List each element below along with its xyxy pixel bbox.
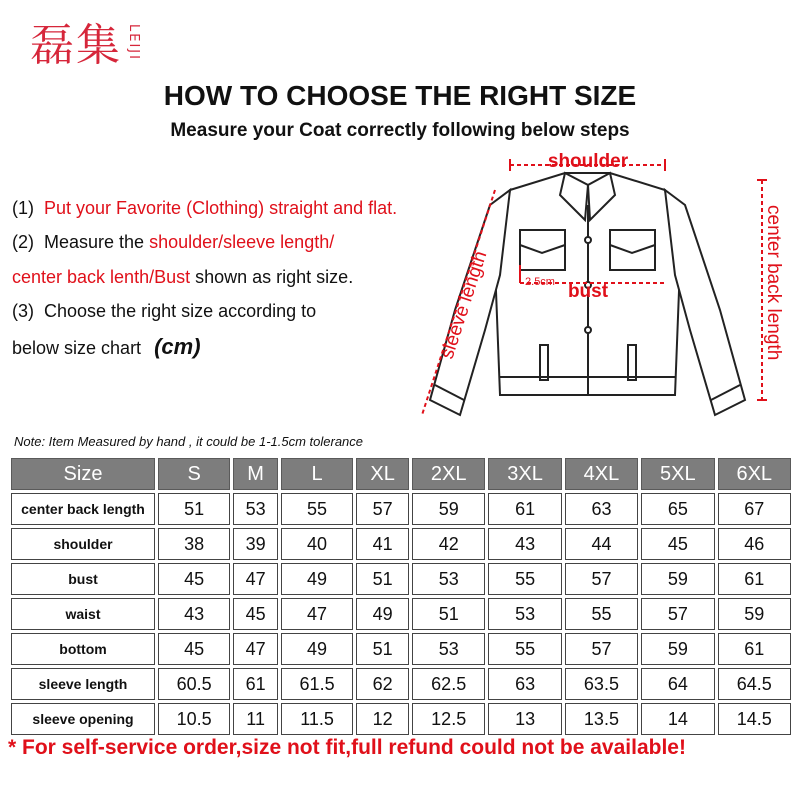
table-cell: 45 (233, 598, 278, 630)
tolerance-note: Note: Item Measured by hand , it could be 1-1.5cm tolerance (14, 434, 364, 449)
shoulder-label: shoulder (547, 151, 629, 172)
size-chart-table (8, 455, 794, 738)
table-cell: 44 (565, 528, 638, 560)
table-cell: 14.5 (718, 703, 791, 735)
size-header-cell: Size (11, 458, 155, 490)
center-back-label: center back length (763, 205, 784, 361)
bust-label: bust (567, 281, 609, 302)
table-cell: 53 (412, 633, 485, 665)
step-3-line-2 (12, 334, 201, 360)
page-subtitle: Measure your Coat correctly following below steps (170, 120, 630, 141)
row-label: bottom (11, 633, 155, 665)
table-cell: 59 (718, 598, 791, 630)
step-2-red-1: shoulder/sleeve length/ (149, 232, 335, 252)
sleeve-length-label: sleeve length (436, 248, 492, 362)
table-row (11, 598, 791, 630)
row-label: waist (11, 598, 155, 630)
size-column-header: 6XL (718, 458, 791, 490)
logo-english-text: LEIJI (126, 24, 141, 61)
jacket-diagram (400, 145, 790, 440)
size-column-header: 3XL (488, 458, 561, 490)
size-column-header: S (158, 458, 230, 490)
table-cell: 11 (233, 703, 278, 735)
table-cell: 49 (281, 563, 353, 595)
table-row (11, 493, 791, 525)
table-cell: 57 (565, 633, 638, 665)
table-cell: 47 (233, 633, 278, 665)
size-column-header: M (233, 458, 278, 490)
table-cell: 55 (488, 563, 561, 595)
step-1 (12, 198, 397, 219)
table-cell: 59 (641, 633, 714, 665)
step-2-red-2: center back lenth/Bust (12, 267, 191, 287)
size-column-header: L (281, 458, 353, 490)
table-cell: 63 (488, 668, 561, 700)
row-label: bust (11, 563, 155, 595)
table-row (11, 668, 791, 700)
table-cell: 55 (281, 493, 353, 525)
table-cell: 57 (565, 563, 638, 595)
table-cell: 51 (412, 598, 485, 630)
table-cell: 64.5 (718, 668, 791, 700)
table-cell: 65 (641, 493, 714, 525)
table-cell: 49 (281, 633, 353, 665)
table-cell: 51 (158, 493, 230, 525)
size-column-header: 2XL (412, 458, 485, 490)
table-header-row (11, 458, 791, 490)
refund-disclaimer: * For self-service order,size not fit,full refund could not be available! (8, 736, 686, 759)
size-column-header: 4XL (565, 458, 638, 490)
table-cell: 43 (488, 528, 561, 560)
offset-label: 2.5cm (525, 276, 555, 288)
table-cell: 10.5 (158, 703, 230, 735)
table-cell: 62 (356, 668, 409, 700)
table-cell: 45 (158, 633, 230, 665)
size-column-header: 5XL (641, 458, 714, 490)
table-cell: 53 (488, 598, 561, 630)
table-cell: 63.5 (565, 668, 638, 700)
step-2-prefix: Measure the (44, 232, 145, 252)
table-cell: 53 (233, 493, 278, 525)
table-cell: 12 (356, 703, 409, 735)
table-cell: 11.5 (281, 703, 353, 735)
table-cell: 57 (641, 598, 714, 630)
table-cell: 51 (356, 563, 409, 595)
table-cell: 47 (233, 563, 278, 595)
table-cell: 55 (488, 633, 561, 665)
table-row (11, 528, 791, 560)
row-label: sleeve length (11, 668, 155, 700)
table-cell: 59 (641, 563, 714, 595)
table-cell: 59 (412, 493, 485, 525)
table-cell: 62.5 (412, 668, 485, 700)
table-cell: 13 (488, 703, 561, 735)
step-3-text: Choose the right size according to (44, 301, 317, 321)
step-2-number: (2) (12, 232, 34, 252)
step-2-suffix: shown as right size. (195, 267, 354, 287)
table-cell: 55 (565, 598, 638, 630)
step-3-number: (3) (12, 301, 34, 321)
row-label: shoulder (11, 528, 155, 560)
table-cell: 67 (718, 493, 791, 525)
table-cell: 40 (281, 528, 353, 560)
row-label: center back length (11, 493, 155, 525)
table-cell: 61 (488, 493, 561, 525)
logo-chinese-text: 磊集 (30, 20, 122, 71)
row-label: sleeve opening (11, 703, 155, 735)
table-row (11, 633, 791, 665)
table-cell: 61 (718, 633, 791, 665)
step-3-line-1 (12, 301, 316, 322)
table-cell: 42 (412, 528, 485, 560)
table-cell: 49 (356, 598, 409, 630)
table-cell: 60.5 (158, 668, 230, 700)
table-cell: 53 (412, 563, 485, 595)
table-cell: 51 (356, 633, 409, 665)
table-cell: 64 (641, 668, 714, 700)
step-2-line-1 (12, 232, 334, 253)
table-cell: 13.5 (565, 703, 638, 735)
brand-logo (30, 18, 141, 73)
table-cell: 38 (158, 528, 230, 560)
step-2-line-2 (12, 267, 353, 288)
table-cell: 46 (718, 528, 791, 560)
step-3-text-2: below size chart (12, 338, 142, 358)
size-column-header: XL (356, 458, 409, 490)
table-cell: 43 (158, 598, 230, 630)
table-cell: 45 (158, 563, 230, 595)
table-cell: 12.5 (412, 703, 485, 735)
step-1-number: (1) (12, 198, 34, 218)
table-cell: 39 (233, 528, 278, 560)
table-cell: 45 (641, 528, 714, 560)
table-cell: 41 (356, 528, 409, 560)
table-cell: 61.5 (281, 668, 353, 700)
table-row (11, 563, 791, 595)
step-1-text: Put your Favorite (Clothing) straight and flat. (44, 198, 398, 218)
unit-label: (cm) (154, 334, 201, 359)
table-cell: 61 (233, 668, 278, 700)
table-cell: 47 (281, 598, 353, 630)
table-cell: 63 (565, 493, 638, 525)
table-cell: 14 (641, 703, 714, 735)
table-cell: 57 (356, 493, 409, 525)
table-cell: 61 (718, 563, 791, 595)
table-row (11, 703, 791, 735)
page-title: HOW TO CHOOSE THE RIGHT SIZE (163, 80, 637, 111)
